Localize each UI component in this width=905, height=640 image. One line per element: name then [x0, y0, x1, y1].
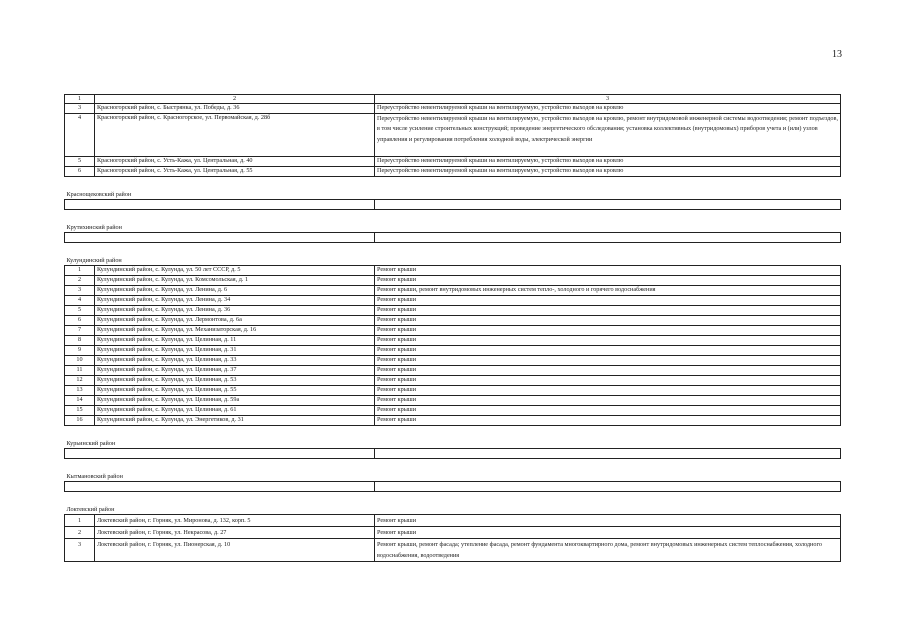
district-heading: Локтевский район [65, 492, 841, 515]
table-row [65, 406, 841, 416]
table-row [65, 396, 841, 406]
table-row [65, 286, 841, 296]
row-number: 2 [65, 276, 95, 286]
address-cell: Локтевский район, г. Горняк, ул. Миронова, д. 132, корп. 5 [95, 515, 375, 527]
address-cell: Кулундинский район, с. Кулунда, ул. Целинная, д. 11 [95, 336, 375, 346]
address-cell: Кулундинский район, с. Кулунда, ул. Целинная, д. 33 [95, 356, 375, 366]
row-number: 14 [65, 396, 95, 406]
address-cell: Красногорский район, с. Красногорское, ул. Первомайская, д. 28б [95, 114, 375, 157]
table-row [65, 296, 841, 306]
table-row [65, 539, 841, 562]
work-cell: Переустройство невентилируемой крыши на вентилируемую, устройство выходов на кровлю [375, 104, 841, 114]
row-number: 8 [65, 336, 95, 346]
address-cell: Локтевский район, г. Горняк, ул. Пионерская, д. 10 [95, 539, 375, 562]
empty-cell [65, 233, 375, 243]
address-cell: Красногорский район, с. Усть-Кажа, ул. Центральная, д. 40 [95, 157, 375, 167]
work-cell: Ремонт крыши [375, 515, 841, 527]
district-heading-row [65, 492, 841, 515]
district-heading-row [65, 243, 841, 266]
address-cell: Кулундинский район, с. Кулунда, ул. Механизаторская, д. 16 [95, 326, 375, 336]
row-number: 16 [65, 416, 95, 426]
district-heading: Курьинский район [65, 426, 841, 449]
district-heading: Кулундинский район [65, 243, 841, 266]
empty-cell [65, 449, 375, 459]
capital-repair-table [64, 94, 841, 562]
table-row [65, 336, 841, 346]
empty-row [65, 449, 841, 459]
district-heading: Кытмановский район [65, 459, 841, 482]
empty-row [65, 200, 841, 210]
header-cell: 2 [95, 95, 375, 104]
empty-row [65, 233, 841, 243]
work-cell: Ремонт крыши [375, 266, 841, 276]
row-number: 3 [65, 104, 95, 114]
row-number: 3 [65, 286, 95, 296]
address-cell: Красногорский район, с. Усть-Кажа, ул. Центральная, д. 55 [95, 167, 375, 177]
work-cell: Ремонт крыши [375, 316, 841, 326]
address-cell: Кулундинский район, с. Кулунда, ул. Ленина, д. 6 [95, 286, 375, 296]
district-heading-row [65, 459, 841, 482]
table-header-row [65, 95, 841, 104]
page-number: 13 [832, 49, 842, 60]
work-cell: Переустройство невентилируемой крыши на вентилируемую, устройство выходов на кровлю [375, 167, 841, 177]
table-row [65, 306, 841, 316]
header-cell: 1 [65, 95, 95, 104]
district-heading-row [65, 210, 841, 233]
table-row [65, 356, 841, 366]
work-cell: Ремонт крыши [375, 326, 841, 336]
address-cell: Кулундинский район, с. Кулунда, ул. Ленина, д. 36 [95, 306, 375, 316]
district-heading-row [65, 177, 841, 200]
empty-cell [375, 233, 841, 243]
empty-cell [65, 200, 375, 210]
address-cell: Кулундинский район, с. Кулунда, ул. Целинная, д. 53 [95, 376, 375, 386]
address-cell: Красногорский район, с. Быстрянка, ул. Победы, д. 36 [95, 104, 375, 114]
address-cell: Кулундинский район, с. Кулунда, ул. Ленина, д. 34 [95, 296, 375, 306]
table-row [65, 276, 841, 286]
work-cell: Ремонт крыши [375, 366, 841, 376]
work-cell: Ремонт крыши, ремонт фасада; утепление фасада, ремонт фундамента многоквартирного дома, ремонт внутридомовых инженерных систем теплоснабжения, холодного водоснабжения, водоотведения [375, 539, 841, 562]
row-number: 10 [65, 356, 95, 366]
row-number: 6 [65, 167, 95, 177]
work-cell: Ремонт крыши [375, 376, 841, 386]
empty-cell [375, 200, 841, 210]
work-cell: Ремонт крыши [375, 396, 841, 406]
table-row [65, 157, 841, 167]
address-cell: Кулундинский район, с. Кулунда, ул. Целинная, д. 61 [95, 406, 375, 416]
address-cell: Кулундинский район, с. Кулунда, ул. Комсомольская, д. 1 [95, 276, 375, 286]
district-heading: Крутихинский район [65, 210, 841, 233]
address-cell: Кулундинский район, с. Кулунда, ул. Целинная, д. 31 [95, 346, 375, 356]
table-row [65, 104, 841, 114]
work-cell: Переустройство невентилируемой крыши на вентилируемую, устройство выходов на кровлю [375, 157, 841, 167]
row-number: 12 [65, 376, 95, 386]
address-cell: Кулундинский район, с. Кулунда, ул. Лермонтова, д. 6а [95, 316, 375, 326]
address-cell: Локтевский район, г. Горняк, ул. Некрасова, д. 27 [95, 527, 375, 539]
table-row [65, 326, 841, 336]
row-number: 2 [65, 527, 95, 539]
row-number: 11 [65, 366, 95, 376]
row-number: 1 [65, 266, 95, 276]
work-cell: Ремонт крыши [375, 336, 841, 346]
work-cell: Ремонт крыши [375, 527, 841, 539]
table-row [65, 527, 841, 539]
empty-row [65, 482, 841, 492]
row-number: 9 [65, 346, 95, 356]
address-cell: Кулундинский район, с. Кулунда, ул. Целинная, д. 37 [95, 366, 375, 376]
row-number: 3 [65, 539, 95, 562]
table-row [65, 346, 841, 356]
row-number: 13 [65, 386, 95, 396]
table-row [65, 266, 841, 276]
row-number: 1 [65, 515, 95, 527]
header-cell: 3 [375, 95, 841, 104]
work-cell: Ремонт крыши [375, 356, 841, 366]
work-cell: Ремонт крыши [375, 416, 841, 426]
table-row [65, 366, 841, 376]
table-row [65, 316, 841, 326]
table-row [65, 167, 841, 177]
row-number: 5 [65, 157, 95, 167]
table-row [65, 515, 841, 527]
work-cell: Ремонт крыши [375, 296, 841, 306]
address-cell: Кулундинский район, с. Кулунда, ул. Целинная, д. 55 [95, 386, 375, 396]
row-number: 4 [65, 114, 95, 157]
row-number: 6 [65, 316, 95, 326]
row-number: 5 [65, 306, 95, 316]
work-cell: Переустройство невентилируемой крыши на вентилируемую, устройство выходов на кровлю, ремонт внутридомовой инженерной системы водоотведения; ремонт подъездов, в том числе усиление строительных конструкций; проведение энергетического обследования; установка коллективных (внутридомовых) приборов учета и (или) узлов управления и регулирования потребления холодной воды, электрической энергии [375, 114, 841, 157]
work-cell: Ремонт крыши [375, 386, 841, 396]
row-number: 15 [65, 406, 95, 416]
district-heading-row [65, 426, 841, 449]
address-cell: Кулундинский район, с. Кулунда, ул. 50 лет СССР, д. 5 [95, 266, 375, 276]
address-cell: Кулундинский район, с. Кулунда, ул. Целинная, д. 59а [95, 396, 375, 406]
table-row [65, 386, 841, 396]
work-cell: Ремонт крыши [375, 406, 841, 416]
district-heading: Краснощековский район [65, 177, 841, 200]
table-row [65, 114, 841, 157]
work-cell: Ремонт крыши [375, 306, 841, 316]
empty-cell [375, 482, 841, 492]
table-row [65, 416, 841, 426]
row-number: 4 [65, 296, 95, 306]
empty-cell [65, 482, 375, 492]
work-cell: Ремонт крыши [375, 276, 841, 286]
empty-cell [375, 449, 841, 459]
address-cell: Кулундинский район, с. Кулунда, ул. Энергетиков, д. 31 [95, 416, 375, 426]
row-number: 7 [65, 326, 95, 336]
table-row [65, 376, 841, 386]
work-cell: Ремонт крыши [375, 346, 841, 356]
work-cell: Ремонт крыши, ремонт внутридомовых инженерных систем тепло-, холодного и горячего водоснабжения [375, 286, 841, 296]
